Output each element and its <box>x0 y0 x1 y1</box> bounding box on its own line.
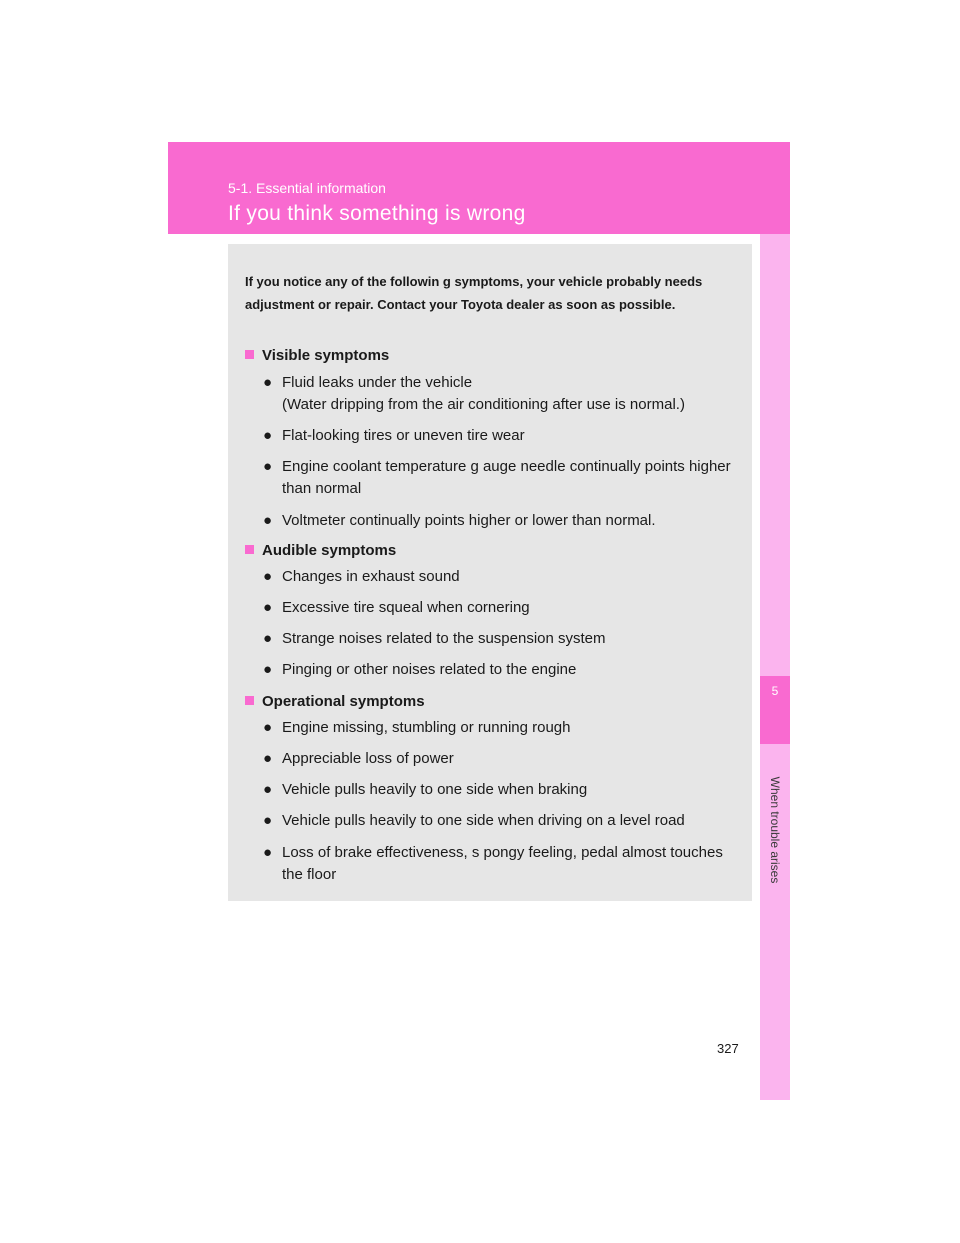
list-item: ● Changes in exhaust sound <box>263 566 743 588</box>
side-tab <box>760 234 790 1100</box>
list-item: ● Engine coolant temperature g auge needle continually points higher than normal <box>263 458 731 497</box>
page-number: 327 <box>717 1041 739 1056</box>
list-item: ● Voltmeter continually points higher or lower than normal. <box>263 510 743 532</box>
bullet-dot-icon: ● <box>263 374 273 391</box>
header-band <box>168 142 790 234</box>
bullet-dot-icon: ● <box>263 719 273 736</box>
bullet-dot-icon: ● <box>263 568 273 585</box>
section-label: 5-1. Essential information <box>228 180 386 196</box>
list-item: ● Appreciable loss of power <box>263 748 743 770</box>
list-item: ● Flat-looking tires or uneven tire wear <box>263 425 743 447</box>
bullet-dot-icon: ● <box>263 427 273 444</box>
section-heading-operational: Operational symptoms <box>245 693 425 710</box>
list-item: ● Engine missing, stumbling or running rough <box>263 717 743 739</box>
list-item: ● Pinging or other noises related to the engine <box>263 659 743 681</box>
list-item: ● Loss of brake effectiveness, s pongy feeling, pedal almost touches the floor <box>263 844 723 883</box>
bullet-dot-icon: ● <box>263 844 273 861</box>
chapter-number: 5 <box>771 684 779 698</box>
page-title: If you think something is wrong <box>228 202 526 225</box>
square-bullet-icon <box>245 350 254 359</box>
intro-text: If you notice any of the followin g symptoms, your vehicle probably needs adjustment or repair. Contact your Toyota dealer as soon as possible. <box>245 274 703 312</box>
section-heading-visible: Visible symptoms <box>245 347 389 364</box>
list-item: ● Excessive tire squeal when cornering <box>263 597 743 619</box>
list-item-note: (Water dripping from the air conditioning after use is normal.) <box>282 396 685 413</box>
square-bullet-icon <box>245 545 254 554</box>
list-item: ● Vehicle pulls heavily to one side when driving on a level road <box>263 810 743 832</box>
bullet-dot-icon: ● <box>263 458 273 475</box>
square-bullet-icon <box>245 696 254 705</box>
bullet-dot-icon: ● <box>263 812 273 829</box>
bullet-dot-icon: ● <box>263 781 273 798</box>
content-box <box>228 244 752 901</box>
bullet-dot-icon: ● <box>263 661 273 678</box>
bullet-dot-icon: ● <box>263 750 273 767</box>
bullet-dot-icon: ● <box>263 630 273 647</box>
section-heading-audible: Audible symptoms <box>245 542 396 559</box>
chapter-tab-active[interactable] <box>760 676 790 744</box>
chapter-title: When trouble arises <box>768 776 782 884</box>
list-item: ● Vehicle pulls heavily to one side when braking <box>263 779 743 801</box>
list-item: ● Strange noises related to the suspension system <box>263 628 743 650</box>
bullet-dot-icon: ● <box>263 599 273 616</box>
list-item: ● Fluid leaks under the vehicle <box>263 372 743 394</box>
bullet-dot-icon: ● <box>263 512 273 529</box>
